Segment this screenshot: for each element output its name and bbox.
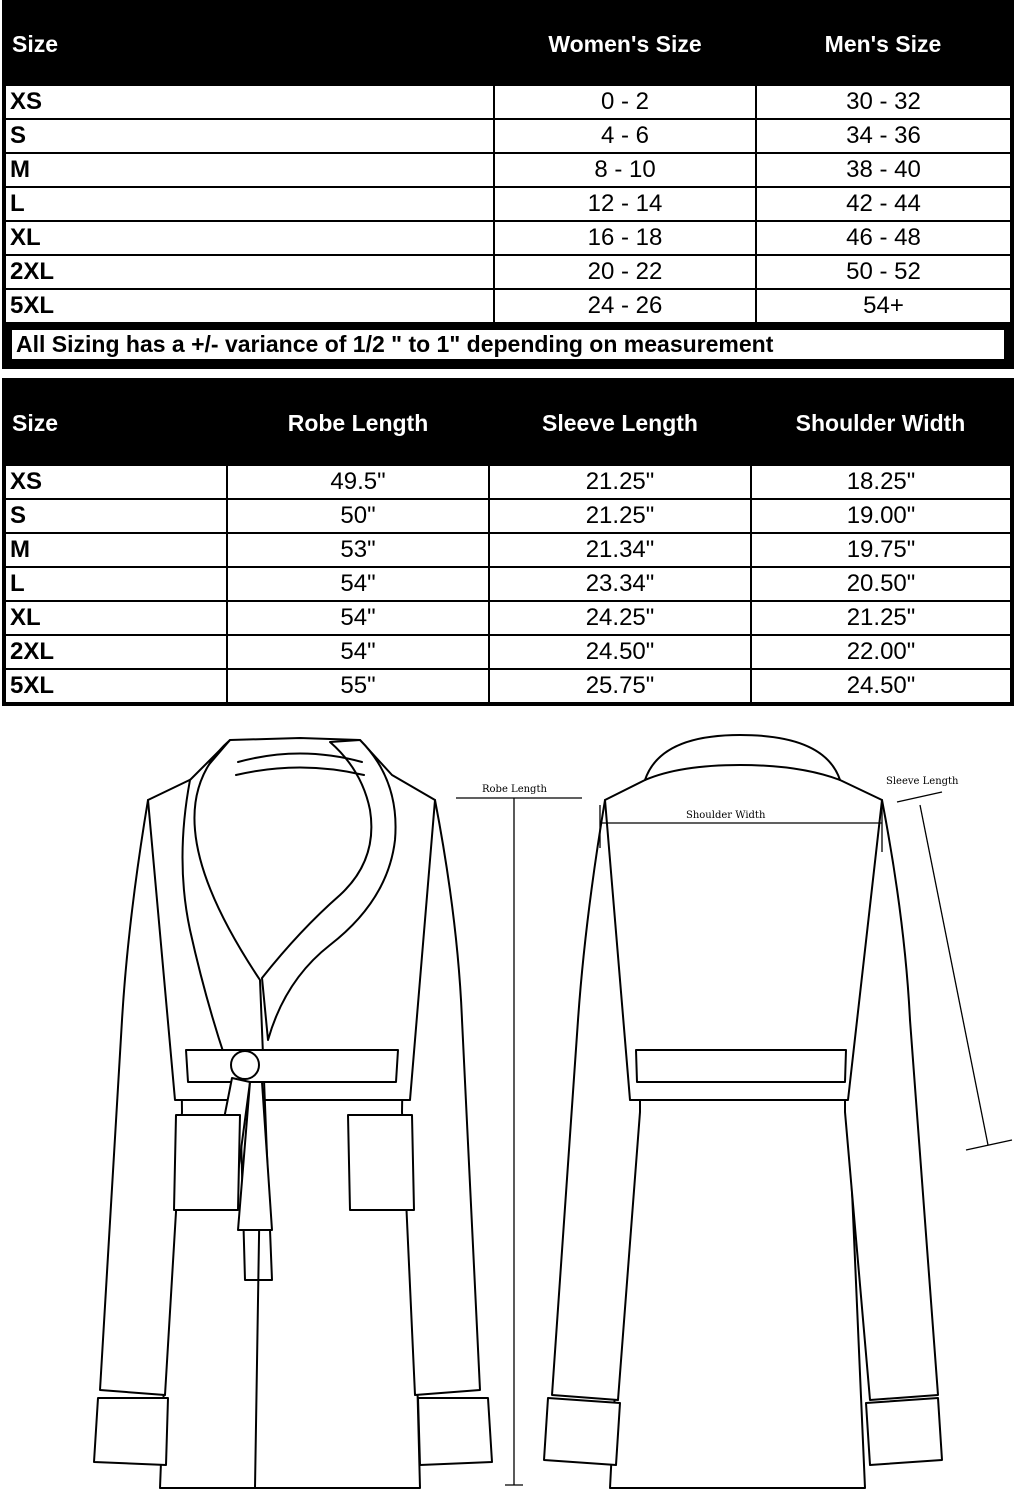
table-row bbox=[4, 465, 1012, 499]
robe-length-cell: 54" bbox=[227, 635, 489, 669]
robe-front-illustration bbox=[94, 738, 492, 1488]
size-cell: L bbox=[4, 567, 227, 601]
mens-size-cell: 54+ bbox=[756, 289, 1012, 323]
size-cell: XL bbox=[4, 601, 227, 635]
womens-size-cell: 20 - 22 bbox=[494, 255, 756, 289]
table-header-row bbox=[4, 2, 1012, 85]
sleeve-length-cell: 24.25" bbox=[489, 601, 751, 635]
robe-length-cell: 55" bbox=[227, 669, 489, 704]
sleeve-length-cell: 24.50" bbox=[489, 635, 751, 669]
sleeve-length-label: Sleeve Length bbox=[886, 776, 959, 787]
sleeve-length-cell: 21.25" bbox=[489, 465, 751, 499]
shoulder-width-cell: 18.25" bbox=[751, 465, 1012, 499]
size-cell: 5XL bbox=[4, 289, 494, 323]
table-row bbox=[4, 635, 1012, 669]
robe-length-label: Robe Length bbox=[482, 784, 547, 795]
table-header-row bbox=[4, 380, 1012, 465]
size-cell: M bbox=[4, 153, 494, 187]
measurements-table bbox=[2, 378, 1014, 706]
womens-size-cell: 12 - 14 bbox=[494, 187, 756, 221]
mens-size-cell: 46 - 48 bbox=[756, 221, 1012, 255]
mens-size-cell: 30 - 32 bbox=[756, 85, 1012, 119]
robe-length-cell: 49.5" bbox=[227, 465, 489, 499]
robe-length-cell: 53" bbox=[227, 533, 489, 567]
size-cell: L bbox=[4, 187, 494, 221]
size-cell: 5XL bbox=[4, 669, 227, 704]
table-row bbox=[4, 119, 1012, 153]
robe-measurement-diagram bbox=[0, 720, 1033, 1500]
table-row bbox=[4, 499, 1012, 533]
womens-size-cell: 24 - 26 bbox=[494, 289, 756, 323]
table-row bbox=[4, 669, 1012, 704]
shoulder-width-cell: 21.25" bbox=[751, 601, 1012, 635]
table-row bbox=[4, 85, 1012, 119]
column-header-size: Size bbox=[4, 2, 494, 85]
column-header-shoulder-width: Shoulder Width bbox=[751, 380, 1012, 465]
mens-size-cell: 38 - 40 bbox=[756, 153, 1012, 187]
size-cell: XS bbox=[4, 85, 494, 119]
table-row bbox=[4, 289, 1012, 323]
womens-size-cell: 4 - 6 bbox=[494, 119, 756, 153]
robe-length-cell: 54" bbox=[227, 567, 489, 601]
shoulder-width-cell: 20.50" bbox=[751, 567, 1012, 601]
column-header-sleeve-length: Sleeve Length bbox=[489, 380, 751, 465]
size-cell: S bbox=[4, 499, 227, 533]
size-cell: XS bbox=[4, 465, 227, 499]
robe-length-cell: 50" bbox=[227, 499, 489, 533]
table-row bbox=[4, 221, 1012, 255]
mens-size-cell: 42 - 44 bbox=[756, 187, 1012, 221]
shoulder-width-cell: 19.75" bbox=[751, 533, 1012, 567]
robe-length-cell: 54" bbox=[227, 601, 489, 635]
column-header-robe-length: Robe Length bbox=[227, 380, 489, 465]
womens-size-cell: 16 - 18 bbox=[494, 221, 756, 255]
mens-size-cell: 50 - 52 bbox=[756, 255, 1012, 289]
mens-size-cell: 34 - 36 bbox=[756, 119, 1012, 153]
table-row bbox=[4, 255, 1012, 289]
shoulder-width-cell: 19.00" bbox=[751, 499, 1012, 533]
shoulder-width-cell: 22.00" bbox=[751, 635, 1012, 669]
sleeve-length-cell: 25.75" bbox=[489, 669, 751, 704]
table-row bbox=[4, 153, 1012, 187]
sleeve-length-cell: 23.34" bbox=[489, 567, 751, 601]
size-cell: XL bbox=[4, 221, 494, 255]
sleeve-length-cell: 21.34" bbox=[489, 533, 751, 567]
table-row bbox=[4, 601, 1012, 635]
note-row bbox=[4, 323, 1012, 367]
size-cell: M bbox=[4, 533, 227, 567]
size-cell: 2XL bbox=[4, 255, 494, 289]
shoulder-width-label: Shoulder Width bbox=[686, 810, 766, 821]
size-cell: S bbox=[4, 119, 494, 153]
shoulder-width-cell: 24.50" bbox=[751, 669, 1012, 704]
table-row bbox=[4, 567, 1012, 601]
table-row bbox=[4, 187, 1012, 221]
sizing-variance-note: All Sizing has a +/- variance of 1/2 " to 1" depending on measurement bbox=[10, 328, 1006, 361]
womens-size-cell: 0 - 2 bbox=[494, 85, 756, 119]
column-header-mens-size: Men's Size bbox=[756, 2, 1012, 85]
size-cell: 2XL bbox=[4, 635, 227, 669]
womens-size-cell: 8 - 10 bbox=[494, 153, 756, 187]
sleeve-length-cell: 21.25" bbox=[489, 499, 751, 533]
table-row bbox=[4, 533, 1012, 567]
column-header-size: Size bbox=[4, 380, 227, 465]
size-conversion-table bbox=[2, 0, 1014, 369]
column-header-womens-size: Women's Size bbox=[494, 2, 756, 85]
